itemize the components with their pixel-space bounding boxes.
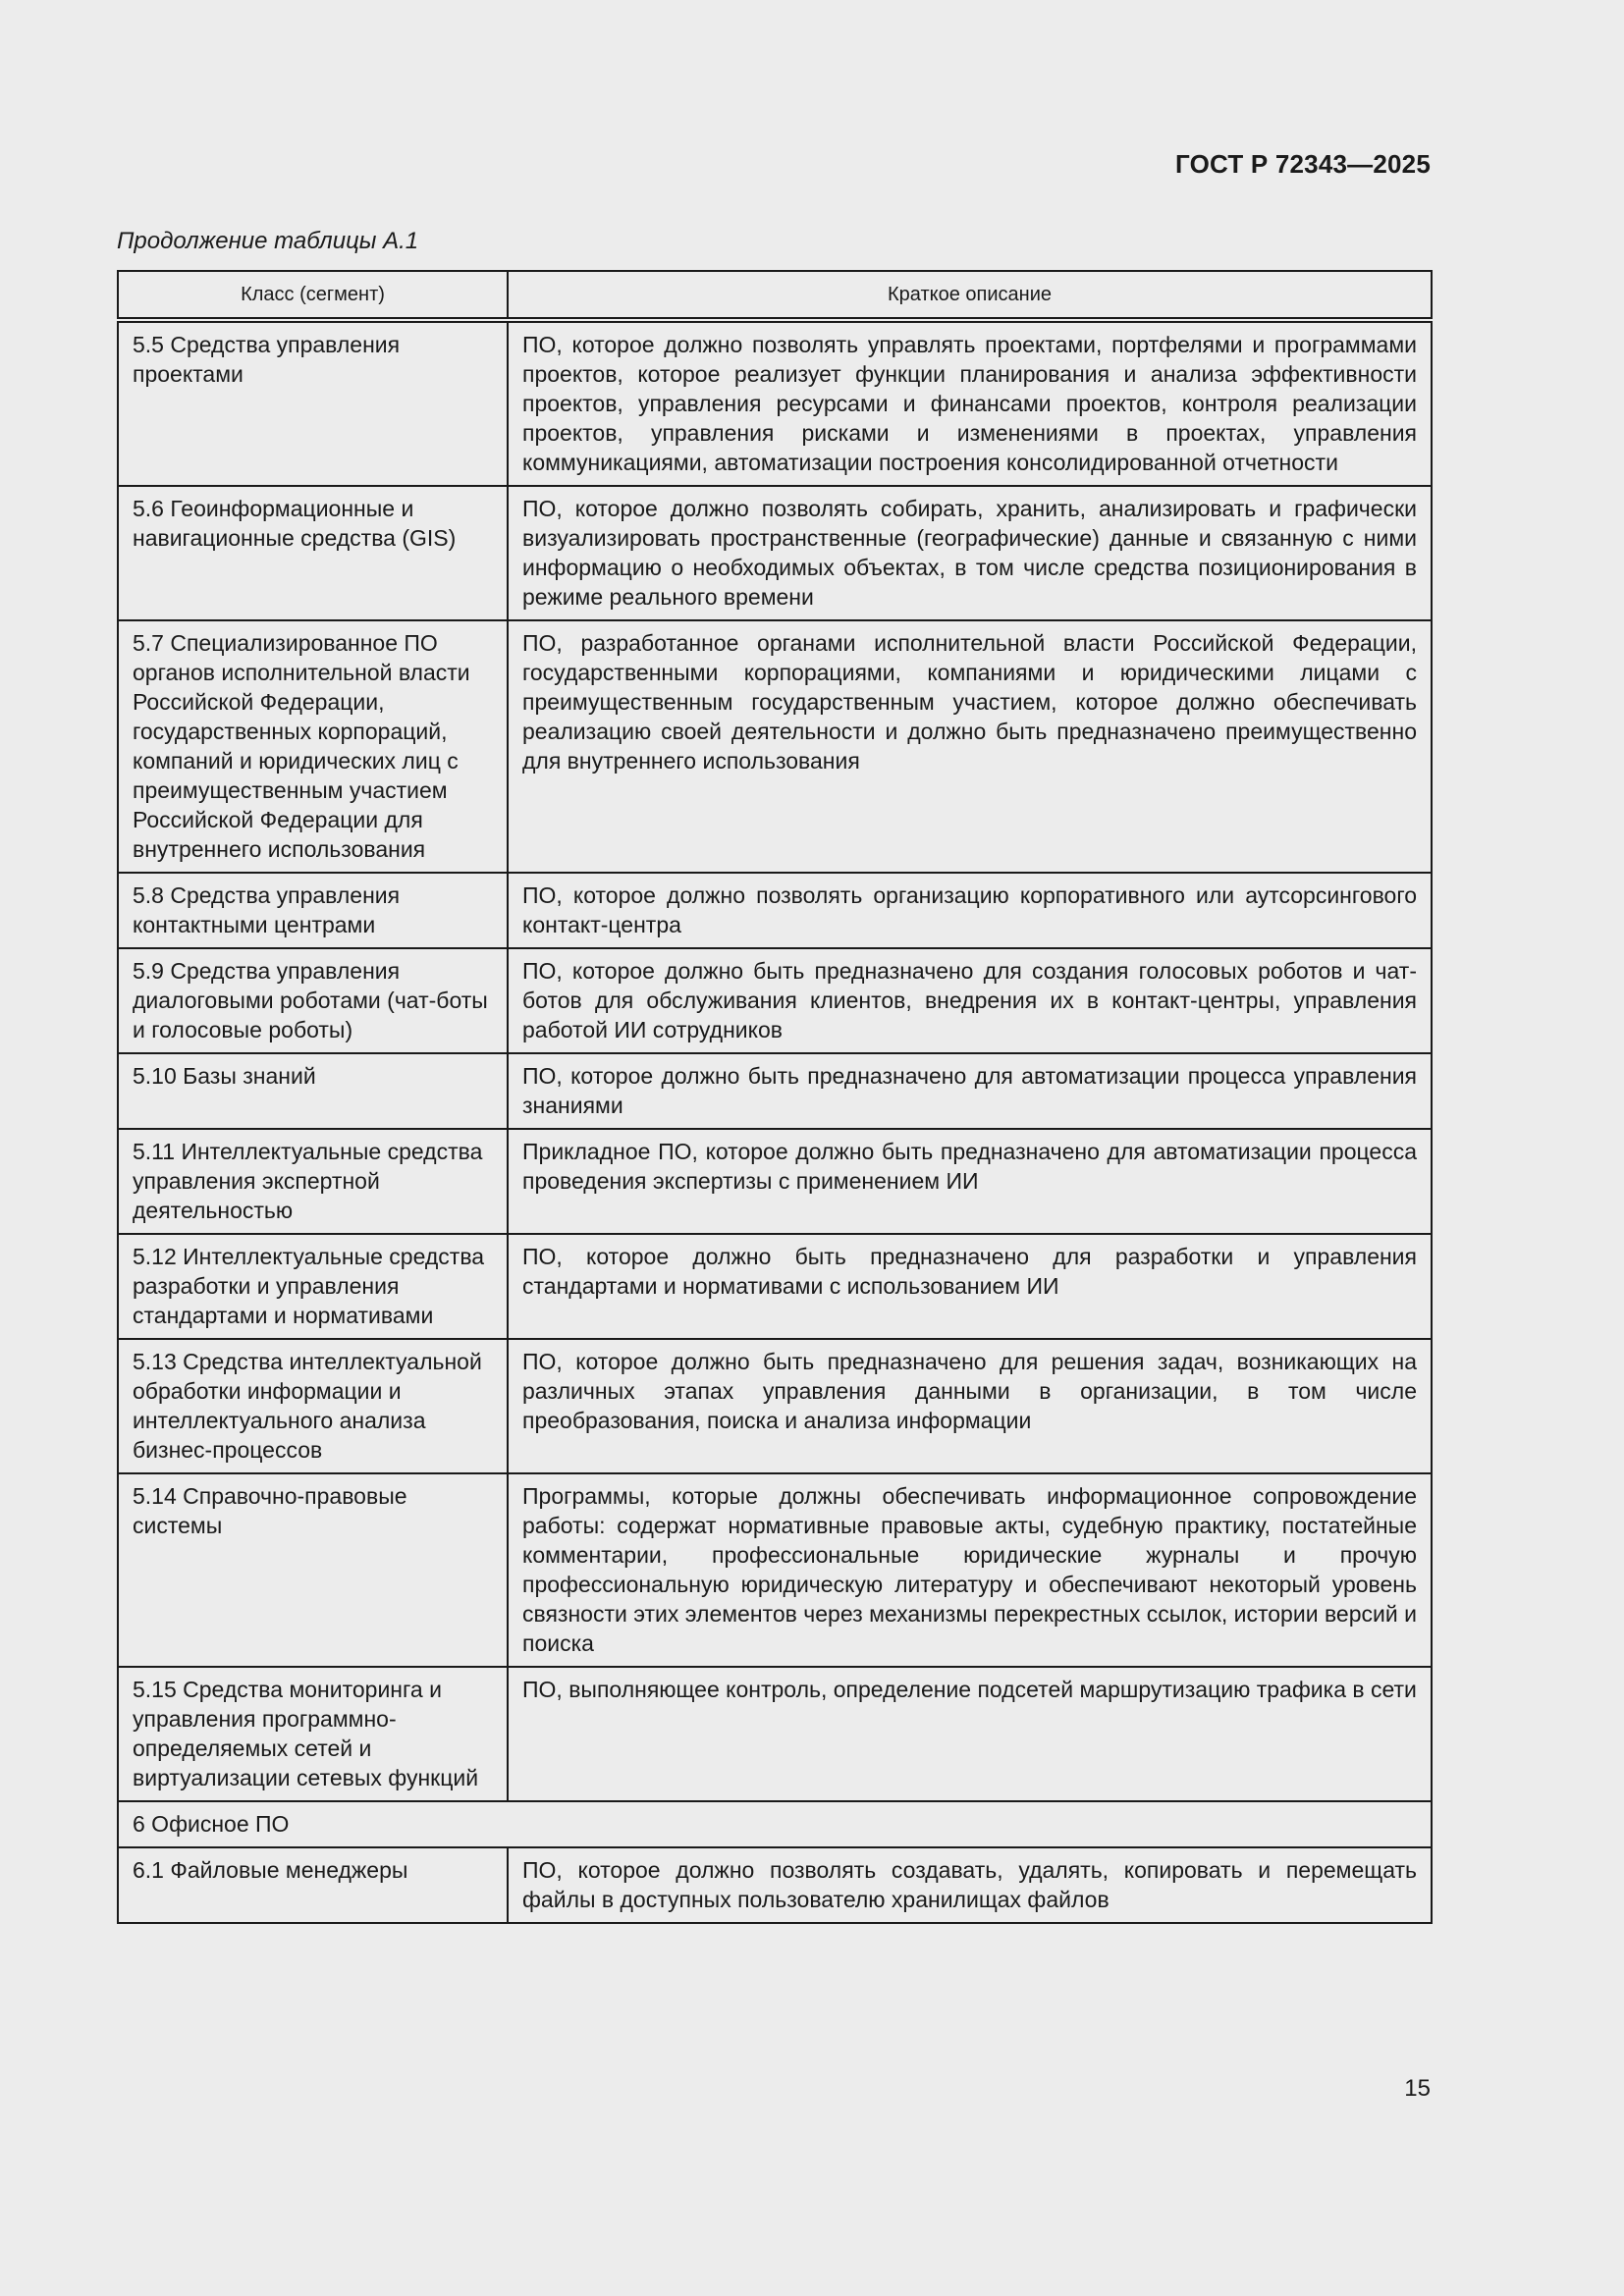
- section-heading-cell: 6 Офисное ПО: [118, 1801, 1432, 1847]
- class-cell: 5.7 Специализированное ПО органов исполнительной власти Российской Федерации, государственных корпораций, компаний и юридических лиц с преимущественным участием Российской Федерации для внутреннего использования: [118, 620, 508, 873]
- description-cell: ПО, которое должно позволять организацию корпоративного или аутсорсингового контакт-центра: [508, 873, 1432, 948]
- description-cell: ПО, выполняющее контроль, определение подсетей маршрутизацию трафика в сети: [508, 1667, 1432, 1801]
- table-row: [118, 620, 1432, 873]
- class-cell: 5.9 Средства управления диалоговыми роботами (чат-боты и голосовые роботы): [118, 948, 508, 1053]
- document-id: ГОСТ Р 72343—2025: [1175, 149, 1431, 179]
- description-cell: ПО, которое должно быть предназначено для разработки и управления стандартами и нормативами с использованием ИИ: [508, 1234, 1432, 1339]
- description-cell: ПО, которое должно позволять собирать, хранить, анализировать и графически визуализировать пространственные (географические) данные и связанную с ними информацию о необходимых объектах, в том числе средства позиционирования в режиме реального времени: [508, 486, 1432, 620]
- class-cell: 5.12 Интеллектуальные средства разработки и управления стандартами и нормативами: [118, 1234, 508, 1339]
- description-cell: Прикладное ПО, которое должно быть предназначено для автоматизации процесса проведения экспертизы с применением ИИ: [508, 1129, 1432, 1234]
- table-row: [118, 873, 1432, 948]
- class-cell: 5.5 Средства управления проектами: [118, 320, 508, 486]
- table-row: [118, 1234, 1432, 1339]
- description-cell: ПО, которое должно быть предназначено для автоматизации процесса управления знаниями: [508, 1053, 1432, 1129]
- class-cell: 5.8 Средства управления контактными центрами: [118, 873, 508, 948]
- class-cell: 5.13 Средства интеллектуальной обработки информации и интеллектуального анализа бизнес-процессов: [118, 1339, 508, 1473]
- description-cell: ПО, которое должно позволять создавать, удалять, копировать и перемещать файлы в доступных пользователю хранилищах файлов: [508, 1847, 1432, 1923]
- table-row: [118, 948, 1432, 1053]
- description-cell: ПО, разработанное органами исполнительной власти Российской Федерации, государственными корпорациями, компаниями и юридическими лицами с преимущественным государственным участием, которое должно обеспечивать реализацию своей деятельности и должно быть предназначено преимущественно для внутреннего использования: [508, 620, 1432, 873]
- class-cell: 5.14 Справочно-правовые системы: [118, 1473, 508, 1667]
- table-row: [118, 1473, 1432, 1667]
- table-row: [118, 320, 1432, 486]
- page-number: 15: [1404, 2075, 1431, 2102]
- class-cell: 5.10 Базы знаний: [118, 1053, 508, 1129]
- column-header-description: Краткое описание: [508, 271, 1432, 320]
- column-header-class: Класс (сегмент): [118, 271, 508, 320]
- table-header-row: [118, 271, 1432, 320]
- table-row: [118, 1667, 1432, 1801]
- table-row: [118, 486, 1432, 620]
- class-cell: 5.6 Геоинформационные и навигационные средства (GIS): [118, 486, 508, 620]
- class-cell: 6.1 Файловые менеджеры: [118, 1847, 508, 1923]
- class-cell: 5.11 Интеллектуальные средства управления экспертной деятельностью: [118, 1129, 508, 1234]
- description-cell: ПО, которое должно быть предназначено для создания голосовых роботов и чат-ботов для обслуживания клиентов, внедрения их в контакт-центры, управления работой ИИ сотрудников: [508, 948, 1432, 1053]
- table-row: [118, 1847, 1432, 1923]
- description-cell: ПО, которое должно позволять управлять проектами, портфелями и программами проектов, которое реализует функции планирования и анализа эффективности проектов, управления ресурсами и финансами проектов, контроля реализации проектов, управления рисками и изменениями в проектах, управления коммуникациями, автоматизации построения консолидированной отчетности: [508, 320, 1432, 486]
- description-cell: Программы, которые должны обеспечивать информационное сопровождение работы: содержат нормативные правовые акты, судебную практику, постатейные комментарии, профессиональные юридические журналы и прочую профессиональную юридическую литературу и обеспечивают некоторый уровень связности этих элементов через механизмы перекрестных ссылок, истории версий и поиска: [508, 1473, 1432, 1667]
- table-caption: Продолжение таблицы А.1: [117, 228, 419, 254]
- table-section-row: [118, 1801, 1432, 1847]
- classification-table: [117, 270, 1433, 1924]
- table-row: [118, 1339, 1432, 1473]
- description-cell: ПО, которое должно быть предназначено для решения задач, возникающих на различных этапах управления данными в организации, в том числе преобразования, поиска и анализа информации: [508, 1339, 1432, 1473]
- table-row: [118, 1053, 1432, 1129]
- table-row: [118, 1129, 1432, 1234]
- class-cell: 5.15 Средства мониторинга и управления программно-определяемых сетей и виртуализации сетевых функций: [118, 1667, 508, 1801]
